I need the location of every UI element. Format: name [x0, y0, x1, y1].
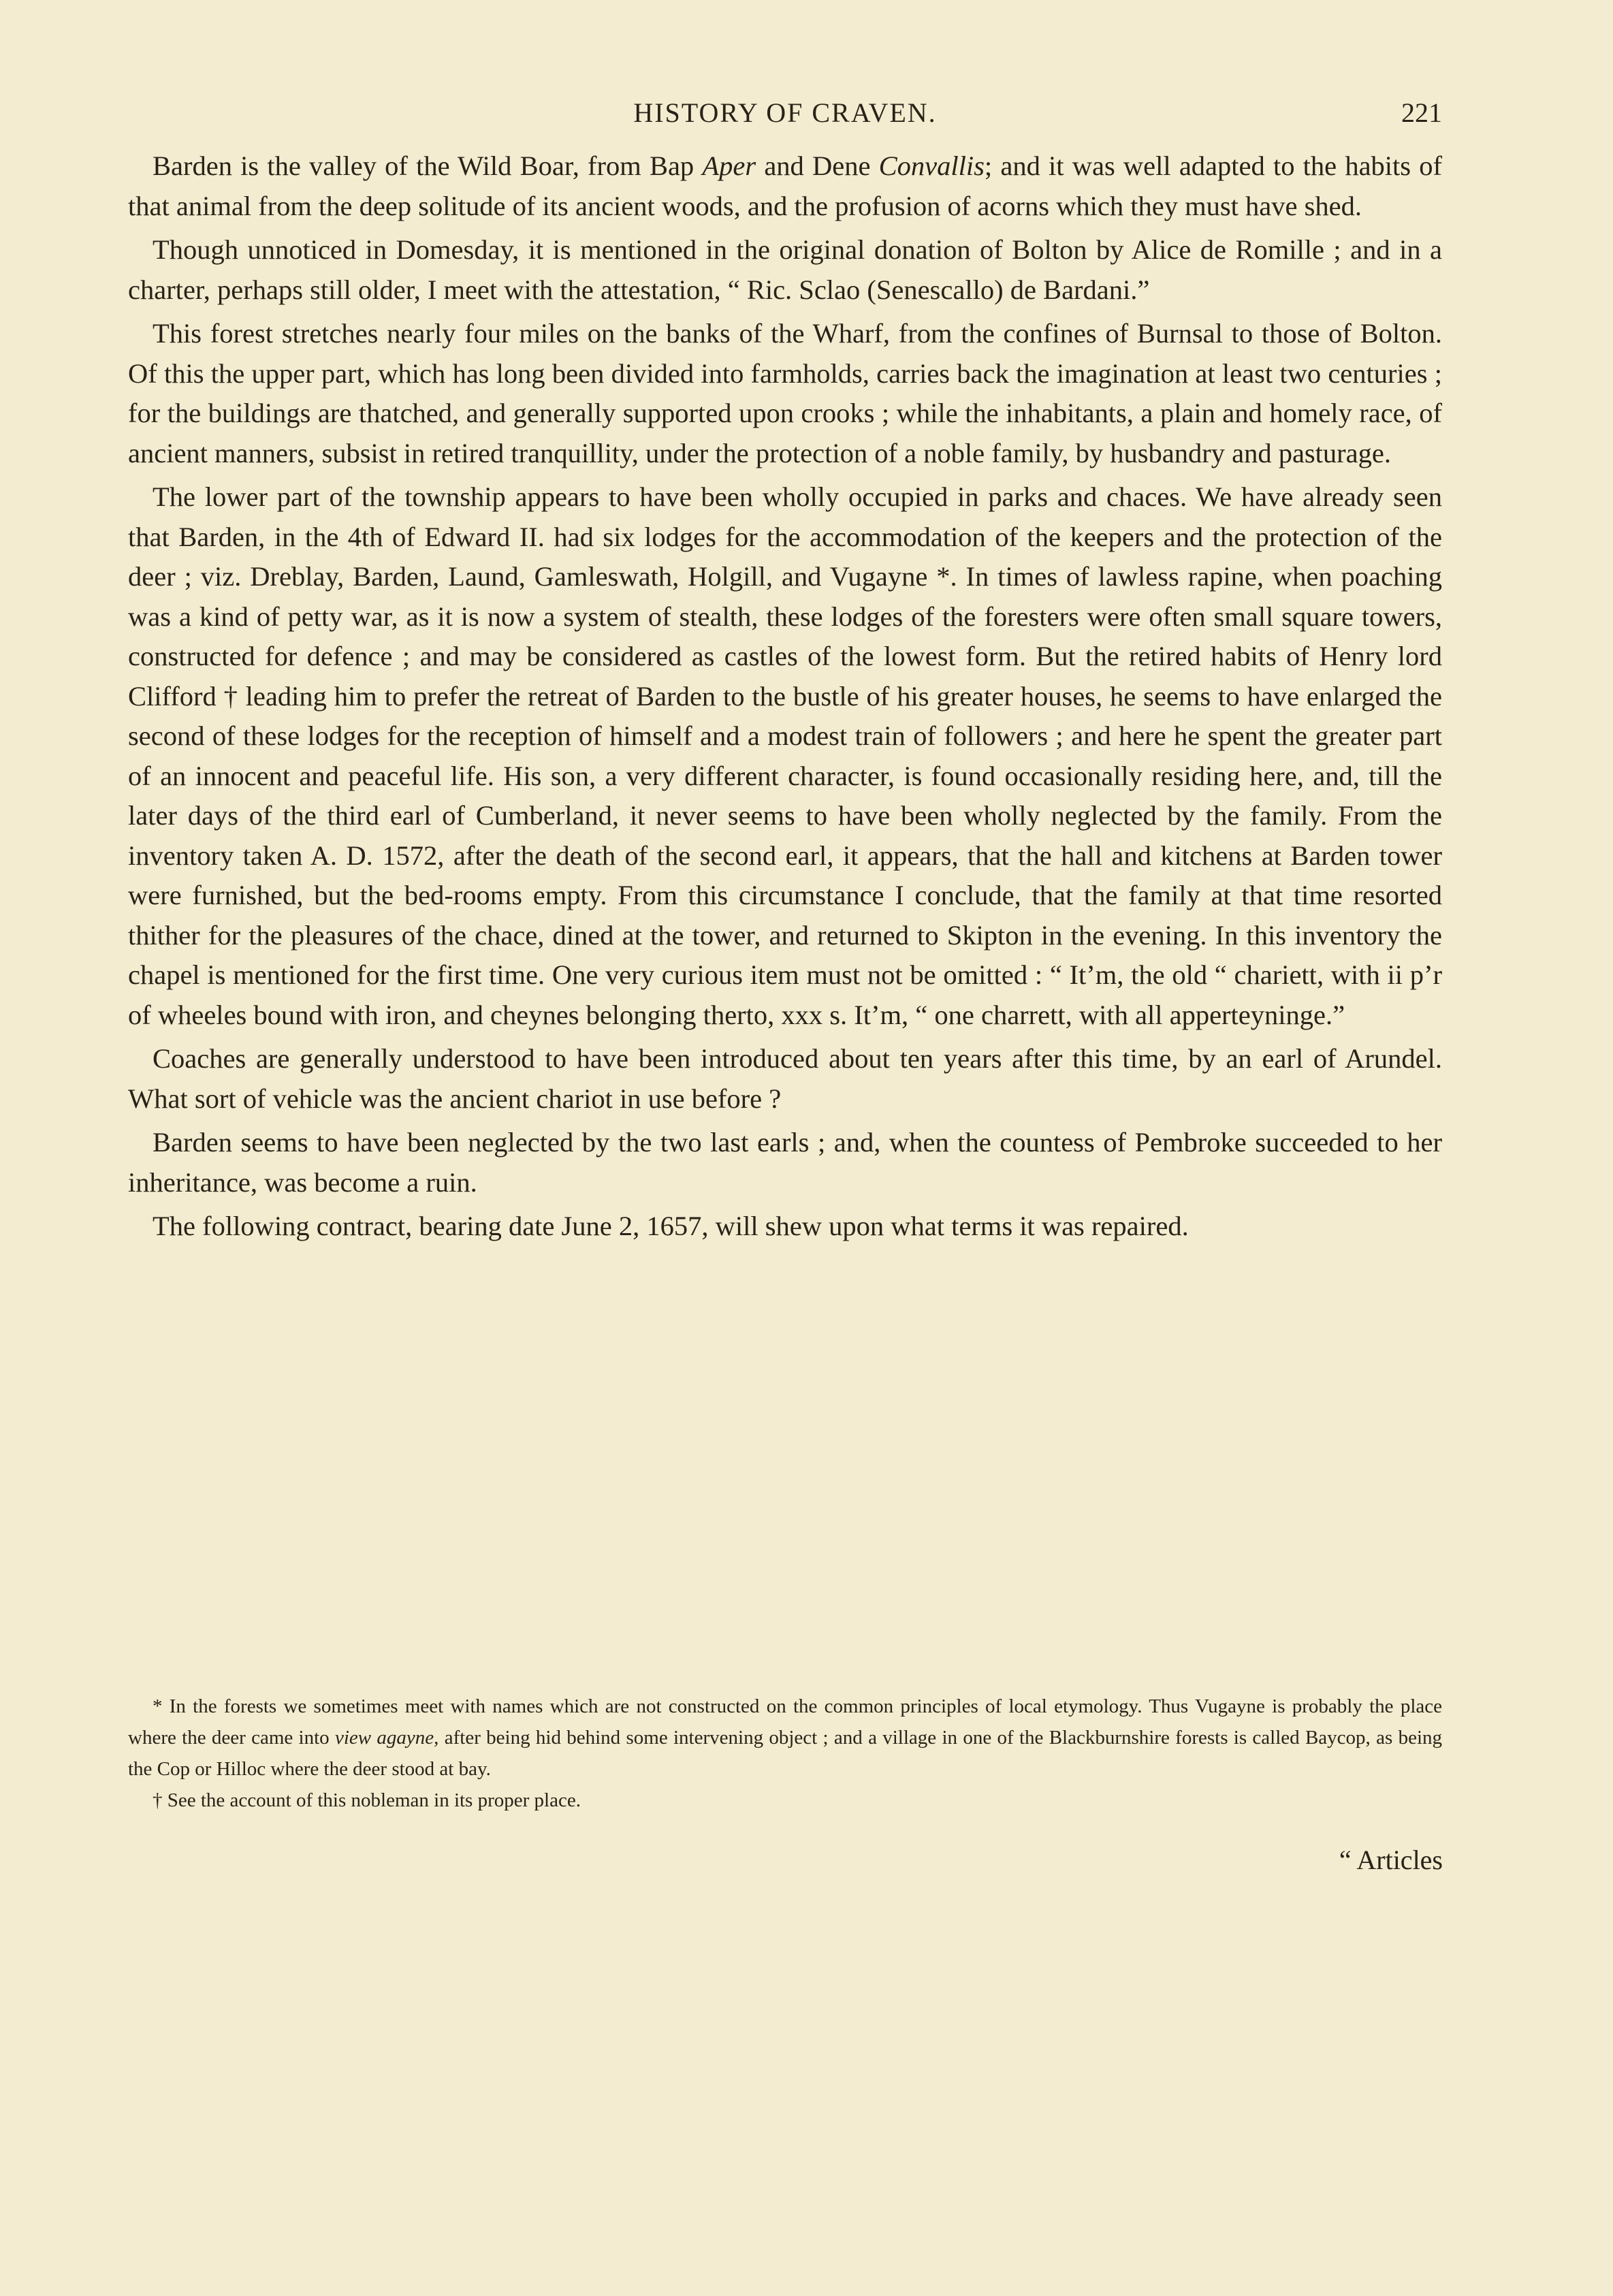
latin-word-aper: Aper: [702, 150, 756, 181]
paragraph-forest: This forest stretches nearly four miles on the banks of the Wharf, from the confines of Burnsal to those of Bolton. Of this the upper part, which has long been divided into farmholds, carries back the imagination at least two centuries ; for the buildings are thatched, and generally supported upon crooks ; while the inhabitants, a plain and homely race, of ancient manners, subsist in retired tranquillity, under the protection of a noble family, by husbandry and pasturage.: [128, 318, 1442, 468]
text-run: and Dene: [756, 150, 879, 181]
paragraph-barden-etymology: [128, 146, 1442, 226]
footnotes: [128, 1691, 1442, 1816]
running-title: HISTORY OF CRAVEN.: [633, 97, 937, 128]
latin-word-convallis: Convallis: [878, 150, 985, 181]
body-text: [128, 146, 1442, 1251]
page-number: 221: [1401, 97, 1442, 128]
text-run: * In the forests we sometimes meet with names which are not constructed on the common principles of local etymology. Thus Vugayne is probably the place where the deer came into: [128, 1695, 1442, 1749]
text-run: after being hid behind some intervening object ; and a village in one of the Blackburnshire forests is called Baycop, as being the Cop or Hilloc where the deer stood at bay.: [128, 1727, 1442, 1780]
catchword: “ Articles: [1339, 1845, 1443, 1875]
footnote-dagger: † See the account of this nobleman in its proper place.: [153, 1789, 581, 1811]
italic-phrase: view agayne,: [334, 1727, 439, 1749]
paragraph-contract: The following contract, bearing date June 2, 1657, will shew upon what terms it was repaired.: [153, 1211, 1189, 1241]
paragraph-neglect: Barden seems to have been neglected by the two last earls ; and, when the countess of Pembroke succeeded to her inheritance, was become a ruin.: [128, 1127, 1442, 1198]
page-header: [128, 94, 1442, 135]
paragraph-coaches: Coaches are generally understood to have been introduced about ten years after this time, by an earl of Arundel. What sort of vehicle was the ancient chariot in use before ?: [128, 1043, 1442, 1114]
text-run: ; and it was well adapted to the habits of that animal from the deep solitude of its ancient woods, and the profusion of acorns which they must have shed.: [128, 150, 1442, 221]
text-run: Barden is the valley of the Wild Boar, from Bap: [153, 150, 703, 181]
footnote-star: [128, 1691, 1442, 1785]
paragraph-domesday: Though unnoticed in Domesday, it is mentioned in the original donation of Bolton by Alice de Romille ; and in a charter, perhaps still older, I meet with the attestation, “ Ric. Sclao (Senescallo) de Bardani.”: [128, 234, 1442, 305]
paragraph-lower-township: The lower part of the township appears to have been wholly occupied in parks and chaces. We have already seen that Barden, in the 4th of Edward II. had six lodges for the accommodation of the keepers and the protection of the deer ; viz. Dreblay, Barden, Laund, Gamleswath, Holgill, and Vugayne *. In times of lawless rapine, when poaching was a kind of petty war, as it is now a system of stealth, these lodges of the foresters were often small square towers, constructed for defence ; and may be considered as castles of the lowest form. But the retired habits of Henry lord Clifford † leading him to prefer the retreat of Barden to the bustle of his greater houses, he seems to have enlarged the second of these lodges for the reception of himself and a modest train of followers ; and here he spent the greater part of an innocent and peaceful life. His son, a very different character, is found occasionally residing here, and, till the later days of the third earl of Cumberland, it never seems to have been wholly neglected by the family. From the inventory taken A. D. 1572, after the death of the second earl, it appears, that the hall and kitchens at Barden tower were furnished, but the bed-rooms empty. From this circumstance I conclude, that the family at that time resorted thither for the pleasures of the chace, dined at the tower, and returned to Skipton in the evening. In this inventory the chapel is mentioned for the first time. One very curious item must not be omitted : “ It’m, the old “ chariett, with ii p’r of wheeles bound with iron, and cheynes belonging therto, xxx s. It’m, “ one charrett, with all apperteyninge.”: [128, 481, 1442, 1030]
